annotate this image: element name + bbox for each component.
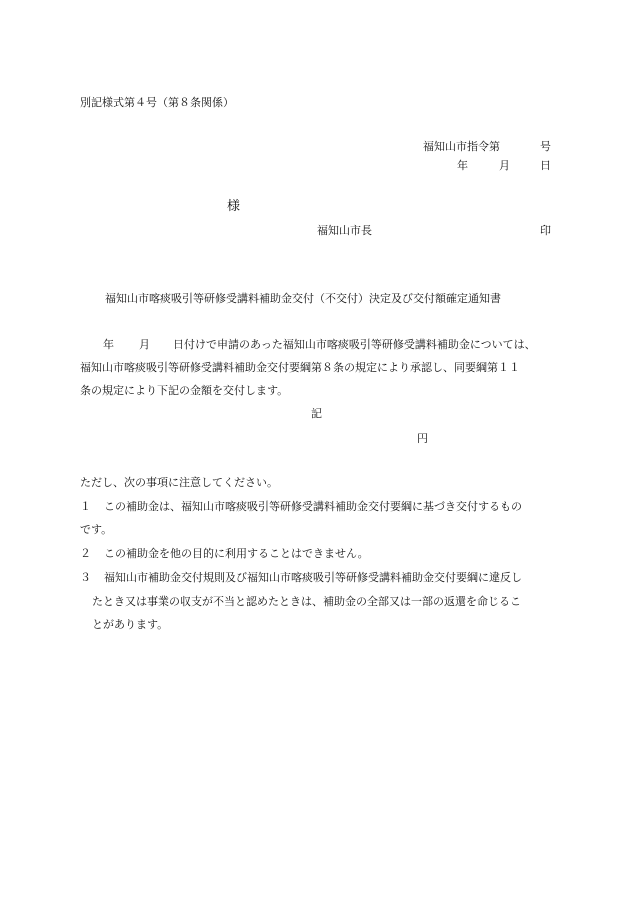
document-title: 福知山市喀痰吸引等研修受講料補助金交付（不交付）決定及び交付額確定通知書 — [105, 292, 501, 305]
form-label: 別記様式第４号（第８条関係） — [80, 96, 234, 109]
amount-unit: 円 — [417, 432, 428, 445]
body-line-3: 条の規定により下記の金額を交付します。 — [80, 384, 289, 397]
note-number: ２ — [80, 547, 91, 560]
body-month: 月 — [139, 338, 150, 351]
note-number: １ — [80, 500, 91, 513]
doc-number-suffix: 号 — [540, 140, 551, 153]
doc-number-prefix: 福知山市指令第 — [423, 140, 500, 153]
note-line: この補助金は、福知山市喀痰吸引等研修受講料補助金交付要綱に基づき交付するもの — [104, 500, 522, 513]
issuer-name: 福知山市長 — [317, 224, 372, 237]
body-line-2: 福知山市喀痰吸引等研修受講料補助金交付要綱第８条の規定により承認し、同要綱第１１ — [80, 361, 520, 374]
note-line: 福知山市補助金交付規則及び福知山市喀痰吸引等研修受講料補助金交付要綱に違反し — [104, 571, 522, 584]
date-year: 年 — [457, 159, 468, 172]
note-line: とがあります。 — [92, 618, 169, 631]
addressee-suffix: 様 — [227, 199, 241, 214]
body-year: 年 — [103, 338, 114, 351]
note-number: ３ — [80, 571, 91, 584]
date-day: 日 — [540, 159, 551, 172]
date-month: 月 — [499, 159, 510, 172]
note-line: たとき又は事業の収支が不当と認めたときは、補助金の全部又は一部の返還を命じるこ — [92, 595, 521, 608]
ki-label: 記 — [311, 407, 322, 420]
note-line: です。 — [80, 523, 113, 536]
note-line: この補助金を他の目的に利用することはできません。 — [104, 547, 369, 560]
issuer-seal: 印 — [540, 224, 551, 237]
body-line-1: 日付けで申請のあった福知山市喀痰吸引等研修受講料補助金については、 — [173, 338, 536, 351]
notes-intro: ただし、次の事項に注意してください。 — [80, 476, 278, 489]
